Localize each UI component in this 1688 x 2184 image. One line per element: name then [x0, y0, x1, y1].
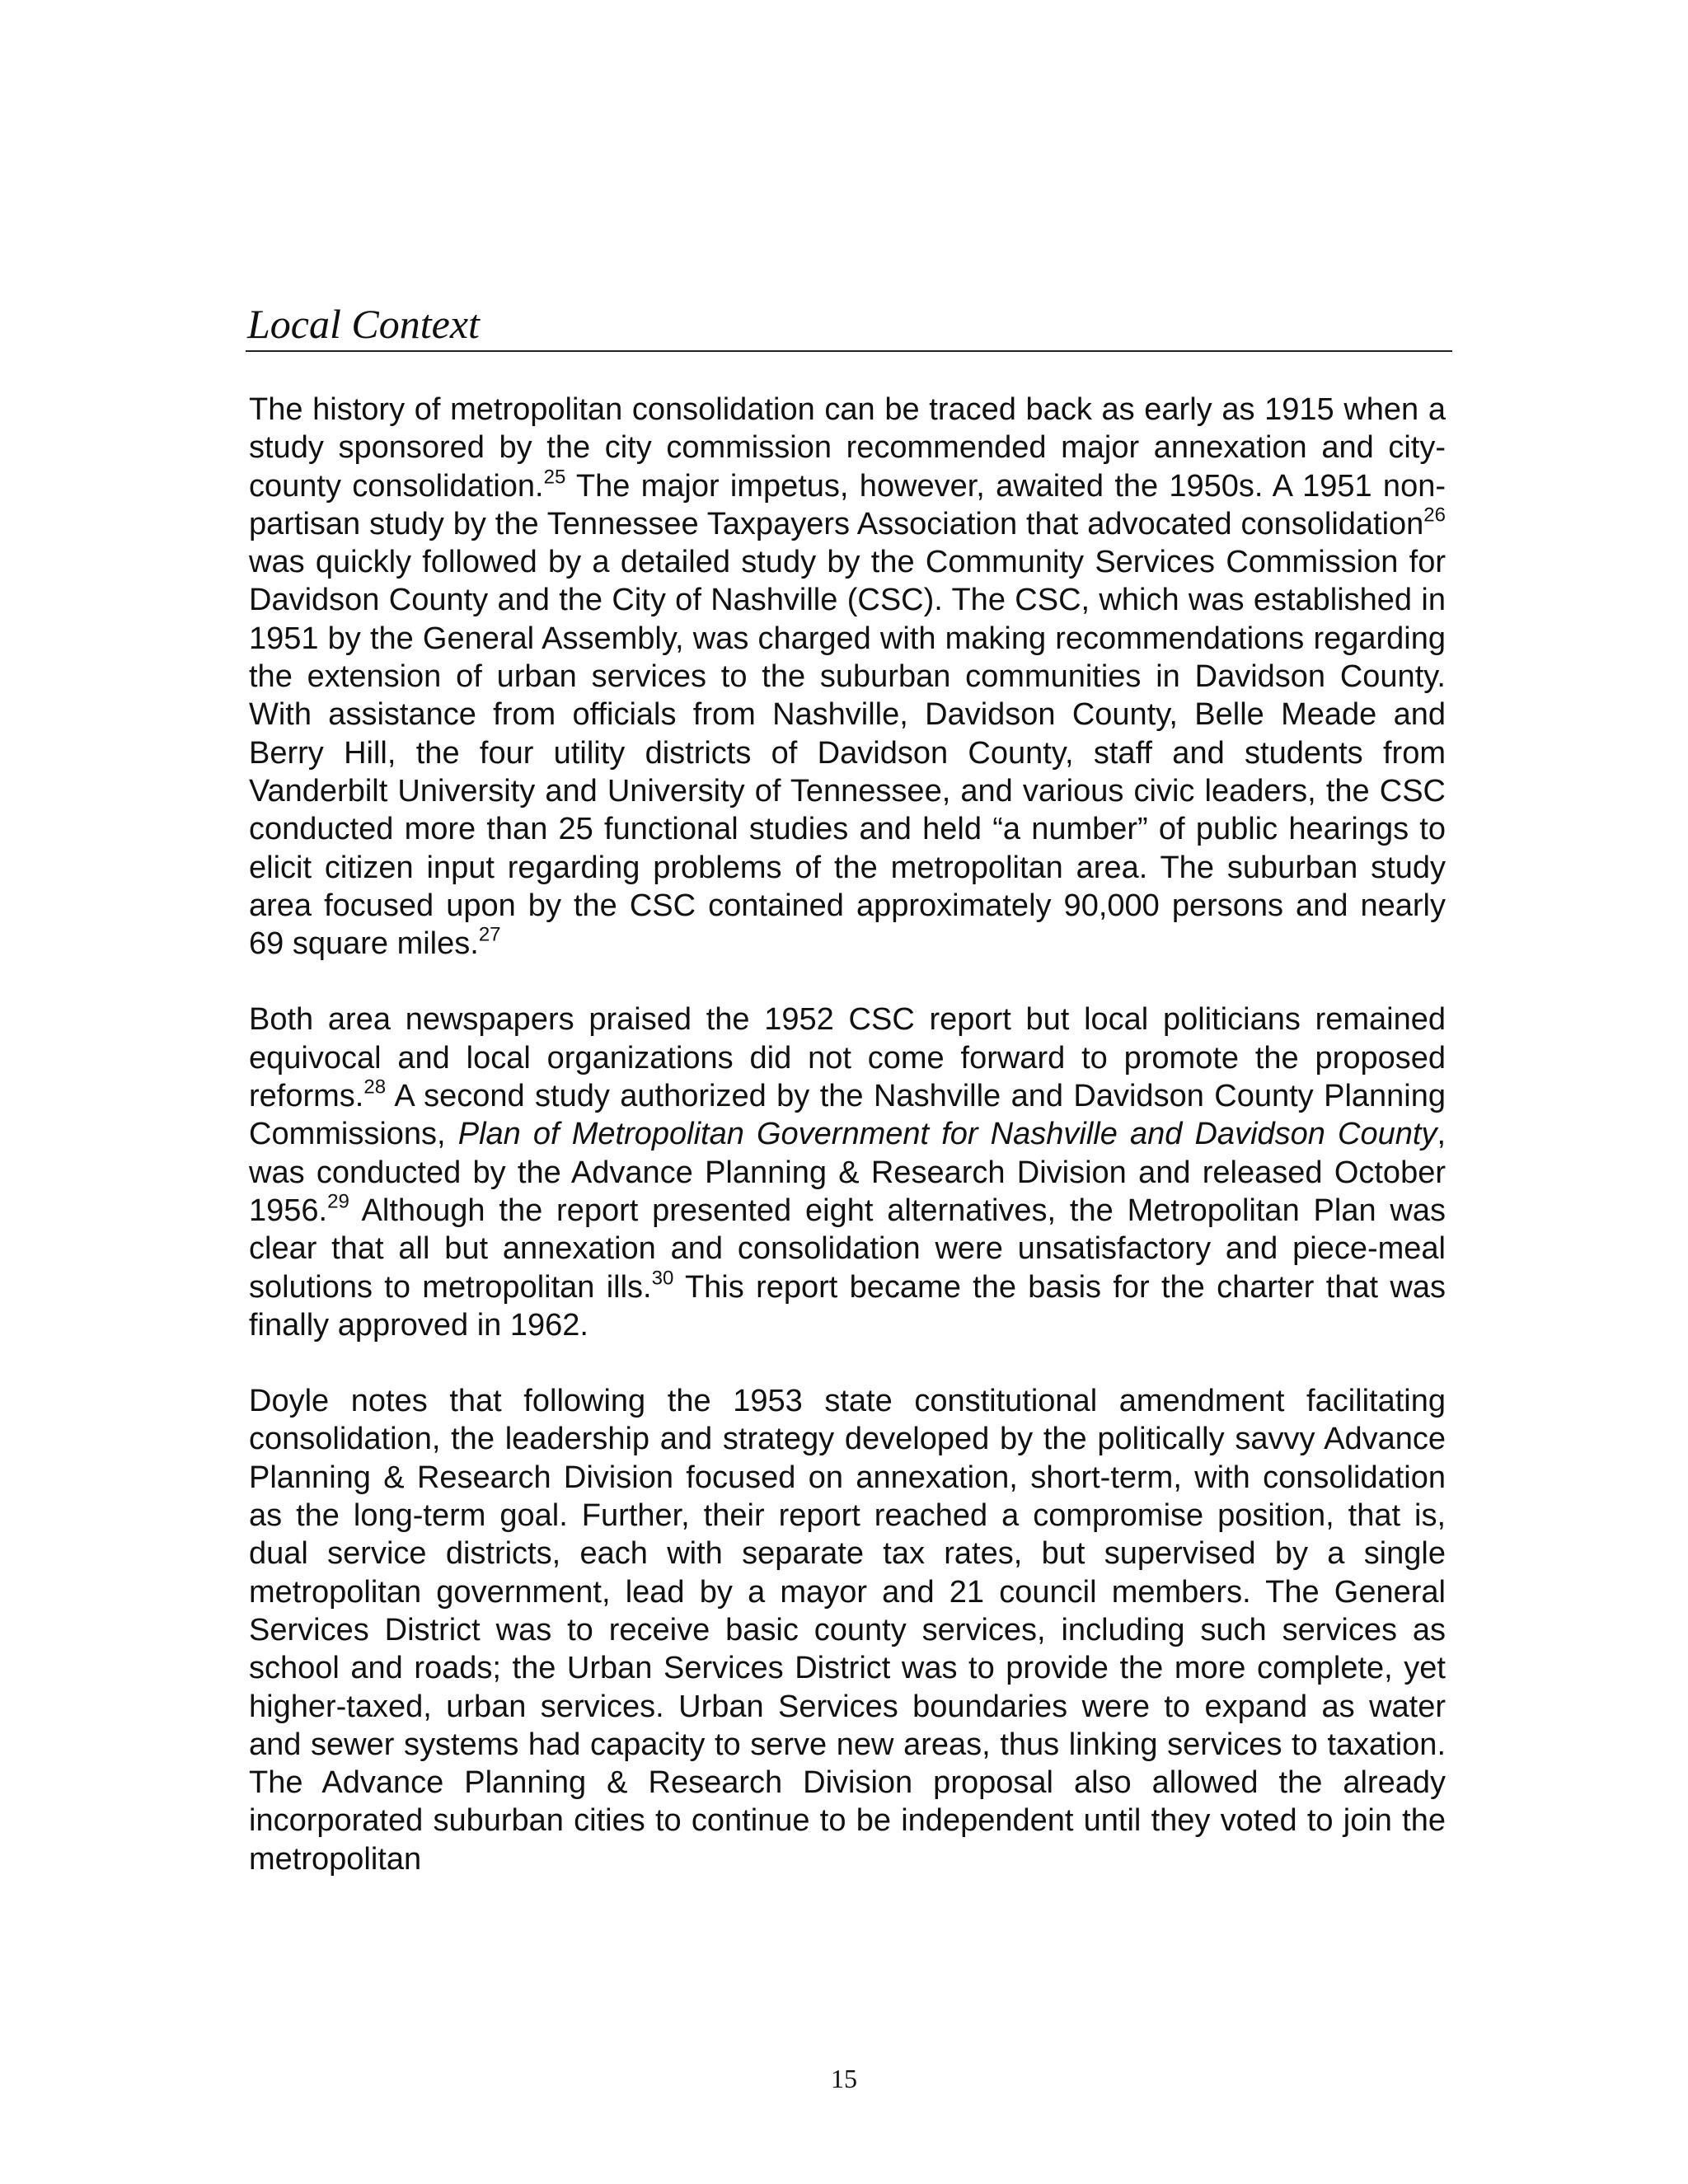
- text-run: Although the report presented eight alternatives, the Metropolitan Plan was clear that all but annexation and consolidation were unsatisfactory and piece-meal solutions to metropolitan ills.: [249, 1193, 1446, 1305]
- text-run: , was conducted by the Advance Planning & Research Division and released October 1956.: [249, 1117, 1447, 1228]
- footnote-marker: 30: [651, 1266, 674, 1289]
- paragraph-1: [249, 391, 1446, 963]
- text-run: A second study authorized by the Nashville and Davidson County Planning Commissions,: [249, 1079, 1446, 1152]
- text-run: The major impetus, however, awaited the 1950s. A 1951 non-partisan study by the Tennessee Taxpayers Association that advocated consolidation: [249, 468, 1446, 541]
- section-heading: Local Context: [247, 301, 480, 347]
- paragraph-2: [249, 1001, 1446, 1344]
- footnote-marker: 29: [327, 1190, 349, 1213]
- text-run: The history of metropolitan consolidation can be traced back as early as 1915 when a study sponsored by the city commission recommended major annexation and city-county consolidation.: [249, 392, 1446, 504]
- text-run: This report became the basis for the charter that was finally approved in 1962.: [249, 1269, 1446, 1343]
- footnote-marker: 27: [478, 923, 501, 946]
- text-run: was quickly followed by a detailed study by the Community Services Commission for Davidson County and the City of Nashville (CSC). The CSC, which was established in 1951 by the General Assembly, was charged with making recommendations regarding the extension of urban services to the suburban communities in Davidson County. With assistance from officials from Nashville, Davidson County, Belle Meade and Berry Hill, the four utility districts of Davidson County, staff and students from Vanderbilt University and University of Tennessee, and various civic leaders, the CSC conducted more than 25 functional studies and held “a number” of public hearings to elicit citizen input regarding problems of the metropolitan area. The suburban study area focused upon by the CSC contained approximately 90,000 persons and nearly 69 square miles.: [249, 545, 1446, 962]
- footnote-marker: 28: [363, 1076, 387, 1099]
- text-run: Doyle notes that following the 1953 state constitutional amendment facilitating consolidation, the leadership and strategy developed by the politically savvy Advance Planning & Research Division focused on annexation, short-term, with consolidation as the long-term goal. Further, their report reached a compromise position, that is, dual service districts, each with separate tax rates, but supervised by a single metropolitan government, lead by a mayor and 21 council members. The General Services District was to receive basic county services, including such services as school and roads; the Urban Services District was to provide the more complete, yet higher-taxed, urban services. Urban Services boundaries were to expand as water and sewer systems had capacity to serve new areas, thus linking services to taxation. The Advance Planning & Research Division proposal also allowed the already incorporated suburban cities to continue to be independent until they voted to join the metropolitan: [249, 1384, 1446, 1877]
- text-run: Both area newspapers praised the 1952 CSC report but local politicians remained equivocal and local organizations did not come forward to promote the proposed reforms.: [249, 1002, 1446, 1114]
- body-text: [249, 391, 1446, 1878]
- footnote-marker: 25: [543, 466, 566, 488]
- heading-rule: [246, 350, 1452, 352]
- page-number: 15: [831, 2064, 857, 2093]
- footnote-marker: 26: [1423, 504, 1446, 527]
- paragraph-3: [249, 1382, 1446, 1878]
- report-title: Plan of Metropolitan Government for Nashville and Davidson County: [457, 1117, 1437, 1152]
